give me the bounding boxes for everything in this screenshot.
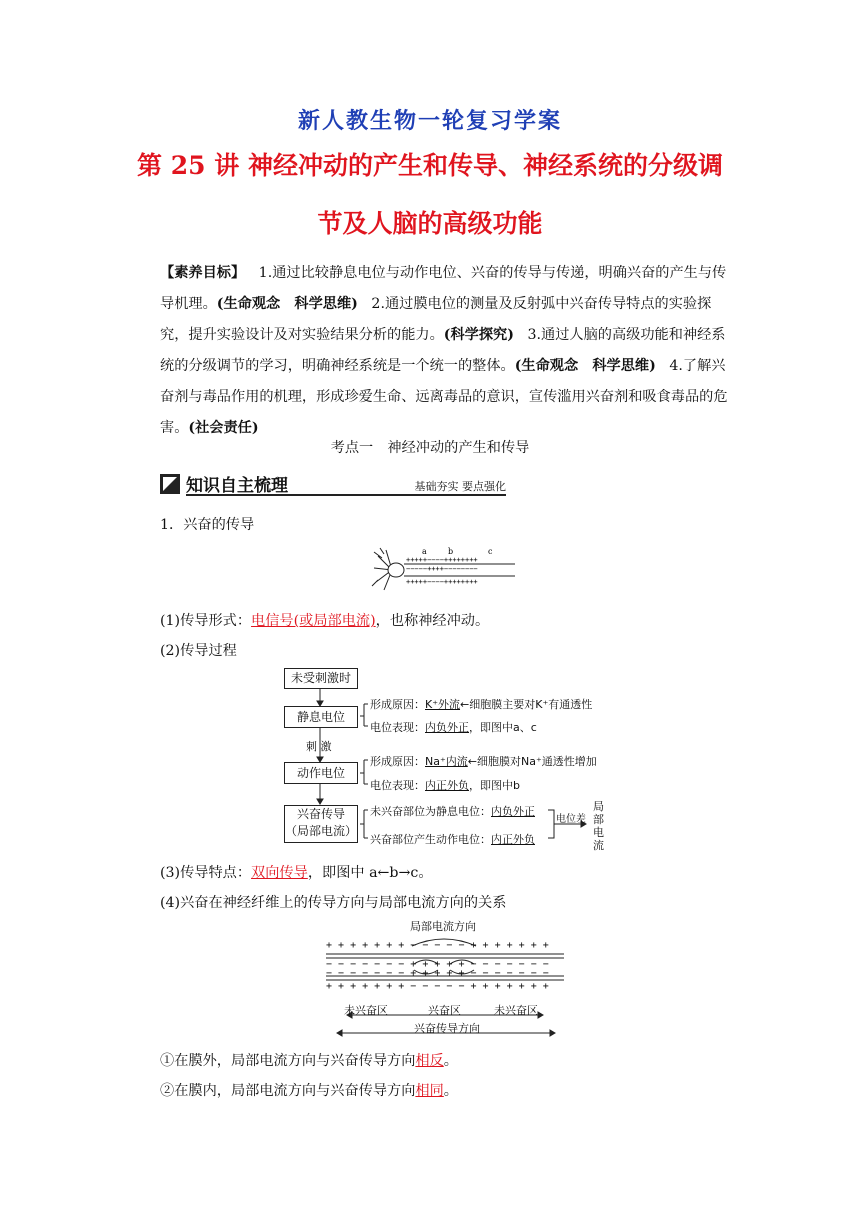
item1-prefix: (1)传导形式：	[160, 613, 252, 629]
fiber-zone-left: 未兴奋区	[344, 1004, 388, 1017]
flow-box-conduction-l2: （局部电流）	[285, 824, 358, 838]
flow-box-unstimulated: 未受刺激时	[284, 668, 358, 689]
banner-subtitle: 基础夯实 要点强化	[414, 480, 506, 493]
lecture-title-line1: 第 25 讲 神经冲动的产生和传导、神经系统的分级调	[137, 151, 723, 180]
banner-check-icon	[160, 474, 180, 494]
neuron-label-b: b	[448, 547, 454, 556]
goal-1: 1.通过比较静息电位与动作电位、兴奋的传导与传递，明确兴奋的产生与传导机理。	[160, 265, 727, 312]
flow-resting-cause: 形成原因：K⁺外流←细胞膜主要对K⁺有通透性	[370, 698, 593, 711]
flow-excited-site: 兴奋部位产生动作电位：内正外负	[370, 833, 535, 846]
neuron-cell-body	[388, 563, 404, 577]
item1-answer: 电信号(或局部电流)	[251, 613, 376, 629]
kaodian-heading: 考点一 神经冲动的产生和传导	[330, 440, 530, 456]
flow-action-potential: 电位表现：内正外负，即图中b	[370, 779, 520, 792]
flow-resting-potential: 电位表现：内负外正，即图中a、c	[370, 721, 537, 734]
flow-box-resting: 静息电位	[284, 706, 358, 728]
flow-action-cause: 形成原因：Na⁺内流←细胞膜对Na⁺通透性增加	[370, 755, 597, 768]
goal-2-tag: (科学探究)	[443, 327, 514, 343]
flow-box-conduction	[284, 805, 358, 843]
fiber-row-3: − − − − − − − + + + + + − − − − − − −	[326, 968, 549, 979]
fiber-row-2: − − − − − − − + + + + + − − − − − − −	[326, 959, 549, 970]
goal-3: 3.通过人脑的高级功能和神经系统的分级调节的学习，明确神经系统是一个统一的整体。	[160, 327, 726, 374]
fiber-row-4: + + + + + + + − − − − − + + + + + + +	[326, 981, 549, 992]
item1	[160, 610, 489, 630]
banner-rule	[186, 494, 506, 496]
fiber-zone-mid: 兴奋区	[428, 1004, 461, 1017]
fiber-zone-right: 未兴奋区	[494, 1004, 538, 1017]
conclusion-1-answer: 相反	[415, 1053, 444, 1069]
conclusion-1: ①在膜外，局部电流方向与兴奋传导方向相反。	[160, 1053, 458, 1069]
goal-4: 4.了解兴奋剂与毒品作用的机理，形成珍爱生命、远离毒品的意识，宣传滥用兴奋剂和吸食毒品的危害。	[160, 358, 728, 436]
item3: (3)传导特点：双向传导，即图中 a←b→c。	[160, 865, 433, 881]
flow-unexcited-site: 未兴奋部位为静息电位：内负外正	[370, 805, 535, 818]
section-banner	[160, 474, 506, 494]
goal-2: 2.通过膜电位的测量及反射弧中兴奋传导特点的实验探究，提升实验设计及对实验结果分析的能力。	[160, 296, 712, 343]
goals-label: 【素养目标】	[160, 265, 246, 281]
conduction-flowchart	[284, 668, 614, 858]
axon-charges-outer-top: +++++−−−−++++++++	[406, 556, 478, 564]
lecture-title-line2: 节及人脑的高级功能	[317, 209, 543, 238]
fiber-bottom-label: 兴奋传导方向	[414, 1022, 480, 1035]
goal-4-tag: (社会责任)	[188, 420, 259, 436]
neuron-diagram	[370, 546, 520, 594]
section1-heading: 1．兴奋的传导	[160, 517, 255, 533]
conclusion-2: ②在膜内，局部电流方向与兴奋传导方向相同。	[160, 1083, 458, 1099]
banner-title: 知识自主梳理	[186, 476, 288, 496]
fiber-top-label: 局部电流方向	[410, 920, 476, 933]
item2: (2)传导过程	[160, 643, 237, 659]
flow-result: 局 部 电 流	[593, 800, 604, 852]
neuron-label-a: a	[422, 547, 427, 556]
flow-stimulus-label: 刺 激	[306, 740, 332, 753]
axon-charges-outer-bottom: +++++−−−−++++++++	[406, 578, 478, 586]
neuron-label-c: c	[488, 547, 493, 556]
fiber-current-diagram	[322, 916, 568, 1038]
series-title: 新人教生物一轮复习学案	[297, 108, 562, 134]
flow-potential-diff: 电位差	[556, 814, 586, 825]
axon-charges-inner: −−−−−++++−−−−−−−−	[406, 565, 478, 573]
goals-paragraph	[160, 258, 730, 444]
flow-box-action: 动作电位	[284, 762, 358, 784]
goal-1-tag: (生命观念 科学思维)	[216, 296, 358, 312]
goal-3-tag: (生命观念 科学思维)	[514, 358, 656, 374]
item4: (4)兴奋在神经纤维上的传导方向与局部电流方向的关系	[160, 895, 507, 911]
flow-box-conduction-l1: 兴奋传导	[296, 807, 345, 821]
fiber-row-1: + + + + + + + − − − − − + + + + + + +	[326, 940, 549, 951]
item1-suffix: ，也称神经冲动。	[375, 613, 490, 629]
item3-answer: 双向传导	[251, 865, 308, 881]
conclusion-2-answer: 相同	[415, 1083, 444, 1099]
